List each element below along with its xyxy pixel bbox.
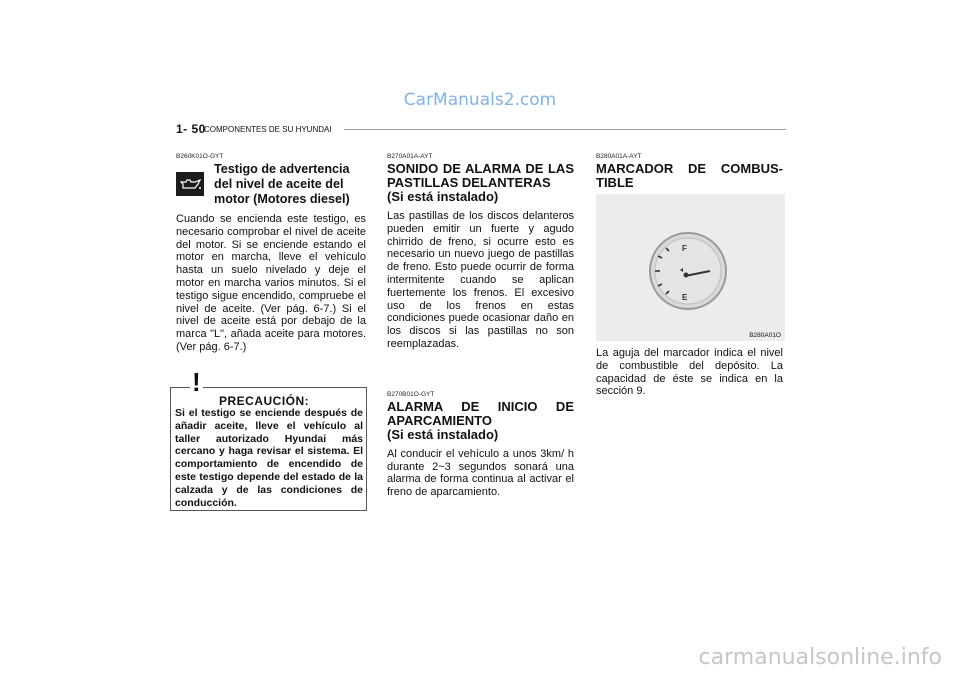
section-code: B270A01A-AYT xyxy=(387,153,433,160)
section-code: B280A01A-AYT xyxy=(596,153,642,160)
watermark-top: CarManuals2.com xyxy=(403,90,557,110)
gauge-e-label: E xyxy=(682,293,688,302)
section-title: COMPONENTES DE SU HYUNDAI xyxy=(204,125,332,134)
fuel-gauge-figure xyxy=(596,194,785,341)
section-code: B270B01O-GYT xyxy=(387,390,435,398)
page-number: 1- 50 xyxy=(176,122,206,136)
warning-triangle-icon: ! xyxy=(192,367,201,397)
warning-title-row xyxy=(176,162,366,207)
brake-pad-body: Las pastillas de los discos delanteros pueden emitir un fuerte y agudo chirrido de freno, si ocurre esto es necesario un nuevo juego de pastillas de freno. Esto puede ocurrir de forma intermitente cuando se aplican fuertemente los frenos. El excesivo uso de los frenos en estas condiciones puede ocasionar daño en los discos si las pastillas no son reemplazadas. xyxy=(387,210,574,350)
column-brake-alarms xyxy=(387,153,574,499)
figure-code: B280A01O xyxy=(749,332,781,339)
fuel-gauge-body: La aguja del marcador indica el nivel de combustible del depósito. La capacidad de éste se indica en la sección 9. xyxy=(596,347,783,398)
section-code: B260K01O-GYT xyxy=(176,153,224,160)
column-fuel-gauge xyxy=(596,153,783,398)
gauge-f-label: F xyxy=(682,244,687,253)
fuel-gauge-title: MARCADOR DE COMBUS- TIBLE xyxy=(596,161,783,190)
watermark-bottom: carmanualsonline.info xyxy=(698,645,942,670)
oil-warning-title: Testigo de advertencia del nivel de aceite del motor (Motores diesel) xyxy=(214,162,350,206)
column-oil-warning xyxy=(176,153,366,354)
fuel-gauge-icon xyxy=(596,194,785,341)
parking-alarm-title: ALARMA DE INICIO DE APARCAMIENTO (Si está instalado) xyxy=(387,398,574,442)
oil-can-icon xyxy=(176,172,204,196)
caution-text: Si el testigo se enciende después de añadir aceite, lleve el vehículo al taller autorizado Hyundai más cercano y haga revisar el sistema. El comportamiento de encendido de este testigo depende del estado de la calzada y de las condiciones de conducción. xyxy=(175,407,363,509)
caution-box xyxy=(170,367,367,511)
header-rule xyxy=(344,129,786,130)
parking-alarm-body: Al conducir el vehículo a unos 3km/ h durante 2~3 segundos sonará una alarma de forma continua al activar el freno de aparcamiento. xyxy=(387,447,574,499)
brake-pad-title: SONIDO DE ALARMA DE LAS PASTILLAS DELANTERAS (Si está instalado) xyxy=(387,161,574,204)
oil-warning-body: Cuando se encienda este testigo, es necesario comprobar el nivel de aceite del motor. Si se enciende estando el motor en marcha, lleve el vehículo hasta un suelo nivelado y deje el motor en marcha varios minutos. Si el testigo sigue encendido, compruebe el nivel de aceite. (Ver pág. 6-7.) Si el nivel de aceite está por debajo de la marca "L", añada aceite para motores. (Ver pág. 6-7.) xyxy=(176,213,366,353)
caution-title: PRECAUCIÓN: xyxy=(219,394,310,408)
page-header xyxy=(176,122,786,136)
